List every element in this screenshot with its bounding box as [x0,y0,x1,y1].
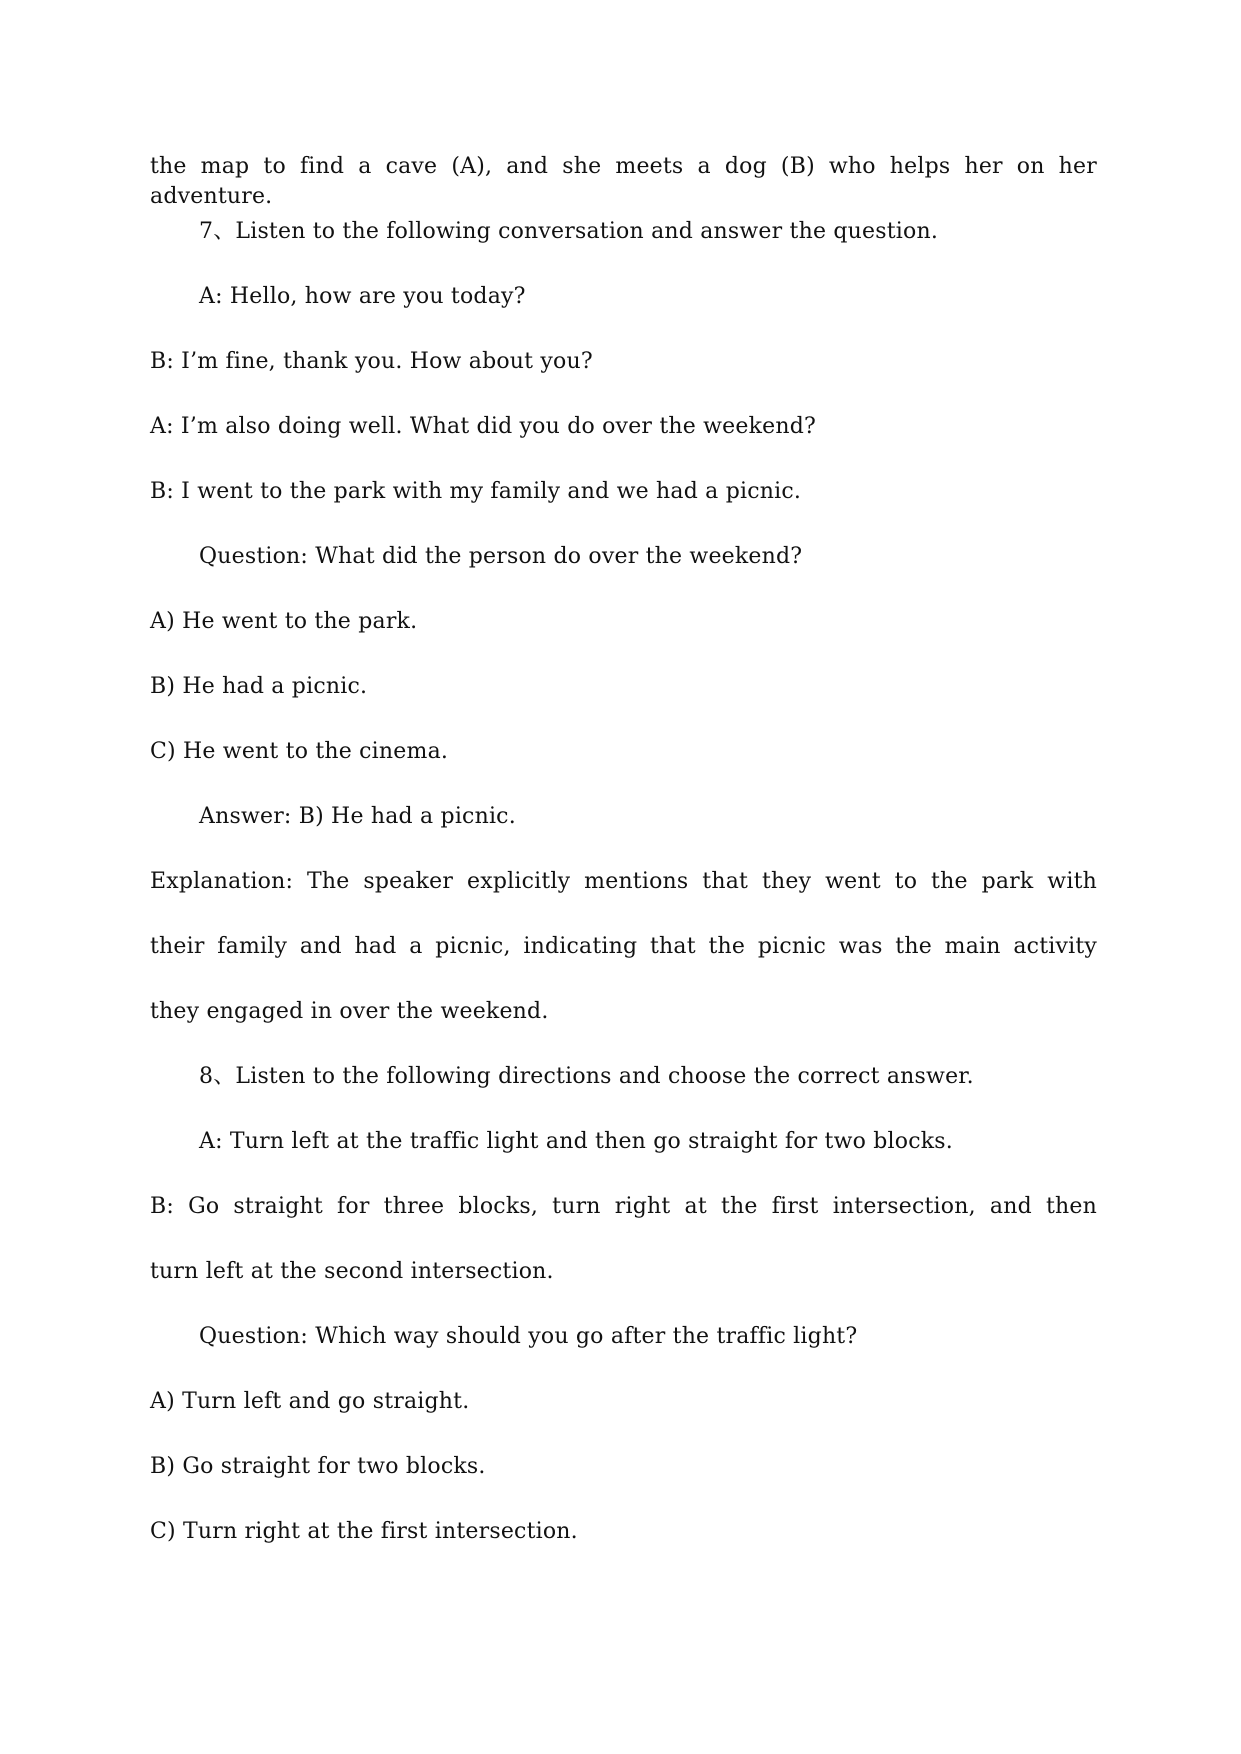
question-7-option-c: C) He went to the cinema. [150,739,449,764]
explanation-line-2: their family and had a picnic, indicating that the picnic was the main activity [150,934,1097,959]
question-8-option-b: B) Go straight for two blocks. [150,1454,486,1479]
question-7-option-b: B) He had a picnic. [150,674,368,699]
dialogue-line-a2: A: I’m also doing well. What did you do over the weekend? [150,414,817,439]
directions-line-a: A: Turn left at the traffic light and then go straight for two blocks. [199,1129,953,1154]
question-8-text: Question: Which way should you go after the traffic light? [199,1324,858,1349]
explanation-line-3: they engaged in over the weekend. [150,999,549,1024]
dialogue-line-b2: B: I went to the park with my family and we had a picnic. [150,479,802,504]
question-7-option-a: A) He went to the park. [150,609,418,634]
dialogue-line-a1: A: Hello, how are you today? [199,284,526,309]
question-8-option-c: C) Turn right at the first intersection. [150,1519,578,1544]
question-7-text: Question: What did the person do over the weekend? [199,544,803,569]
question-7-prompt: 7、Listen to the following conversation and answer the question. [199,219,939,244]
story-continuation-line: the map to find a cave (A), and she meets a dog (B) who helps her on her adventure. [150,154,1097,209]
directions-line-b1: B: Go straight for three blocks, turn right at the first intersection, and then [150,1194,1097,1219]
question-8-prompt: 8、Listen to the following directions and choose the correct answer. [199,1064,974,1089]
directions-line-b2: turn left at the second intersection. [150,1259,554,1284]
dialogue-line-b1: B: I’m fine, thank you. How about you? [150,349,593,374]
explanation-line-1: Explanation: The speaker explicitly mentions that they went to the park with [150,869,1097,894]
question-8-option-a: A) Turn left and go straight. [150,1389,470,1414]
question-7-answer: Answer: B) He had a picnic. [199,804,516,829]
